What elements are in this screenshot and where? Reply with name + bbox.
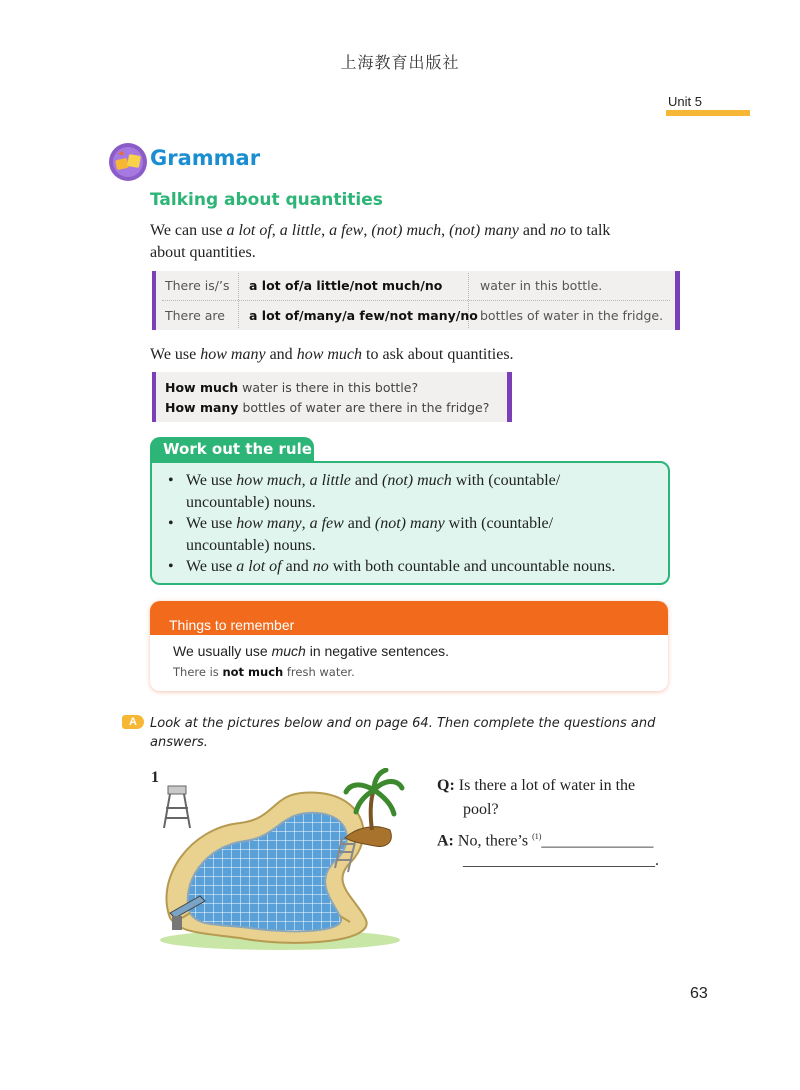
intro-paragraph: We can use a lot of, a little, a few, (not) much, (not) many and no to talk about quantities.	[150, 222, 611, 261]
unit-bar	[666, 110, 750, 116]
blank-number: (1)	[532, 832, 542, 841]
question-line: Q: Is there a lot of water in the	[437, 777, 636, 794]
rule-tab-label: Work out the rule	[163, 440, 312, 458]
page-number: 63	[690, 985, 708, 1002]
rule-item: • We use a lot of and no with both countable and uncountable nouns.	[168, 556, 663, 578]
ask-paragraph: We use how many and how much to ask about quantities.	[150, 346, 514, 363]
table-cell: water in this bottle.	[480, 278, 603, 293]
swimming-pool-illustration	[150, 768, 412, 950]
subtitle: Talking about quantities	[150, 190, 383, 210]
exercise-badge: A	[122, 715, 144, 729]
rule-item: • We use how many, a few and (not) many with (countable/ uncountable) nouns.	[168, 515, 554, 554]
section-title: Grammar	[150, 146, 261, 170]
table-cell: There is/’s	[165, 278, 230, 293]
bullet: •	[168, 472, 174, 489]
answer-blank[interactable]: ________________________.	[463, 852, 659, 869]
unit-label: Unit 5	[668, 94, 702, 109]
things-to-remember-box	[150, 601, 668, 691]
table-cell: bottles of water in the fridge.	[480, 308, 664, 323]
table-cell: a lot of/a little/not much/no	[249, 278, 443, 293]
question-line-cont: pool?	[463, 801, 499, 818]
quantity-table	[152, 271, 680, 330]
question-examples	[152, 372, 512, 422]
exercise-number: 1	[151, 769, 159, 786]
exercise-instruction: Look at the pictures below and on page 64. Then complete the questions and answers.	[150, 716, 656, 750]
example-question: How much water is there in this bottle?	[165, 380, 419, 395]
ttr-title: Things to remember	[169, 617, 295, 633]
rule-item: • We use how much, a little and (not) much with (countable/ uncountable) nouns.	[168, 472, 561, 511]
table-cell: a lot of/many/a few/not many/no	[249, 308, 478, 323]
ttr-example: There is not much fresh water.	[173, 665, 355, 679]
answer-line: A: No, there’s $^{(1)}$______________	[437, 832, 654, 850]
bullet: •	[168, 515, 174, 532]
publisher-name: 上海教育出版社	[340, 53, 460, 72]
grammar-icon	[108, 142, 148, 182]
bullet: •	[168, 558, 174, 575]
table-cell: There are	[165, 308, 225, 323]
example-question: How many bottles of water are there in the fridge?	[165, 400, 490, 415]
answer-blank[interactable]: ______________	[541, 832, 654, 850]
ttr-rule: We usually use much in negative sentences.	[173, 643, 450, 659]
